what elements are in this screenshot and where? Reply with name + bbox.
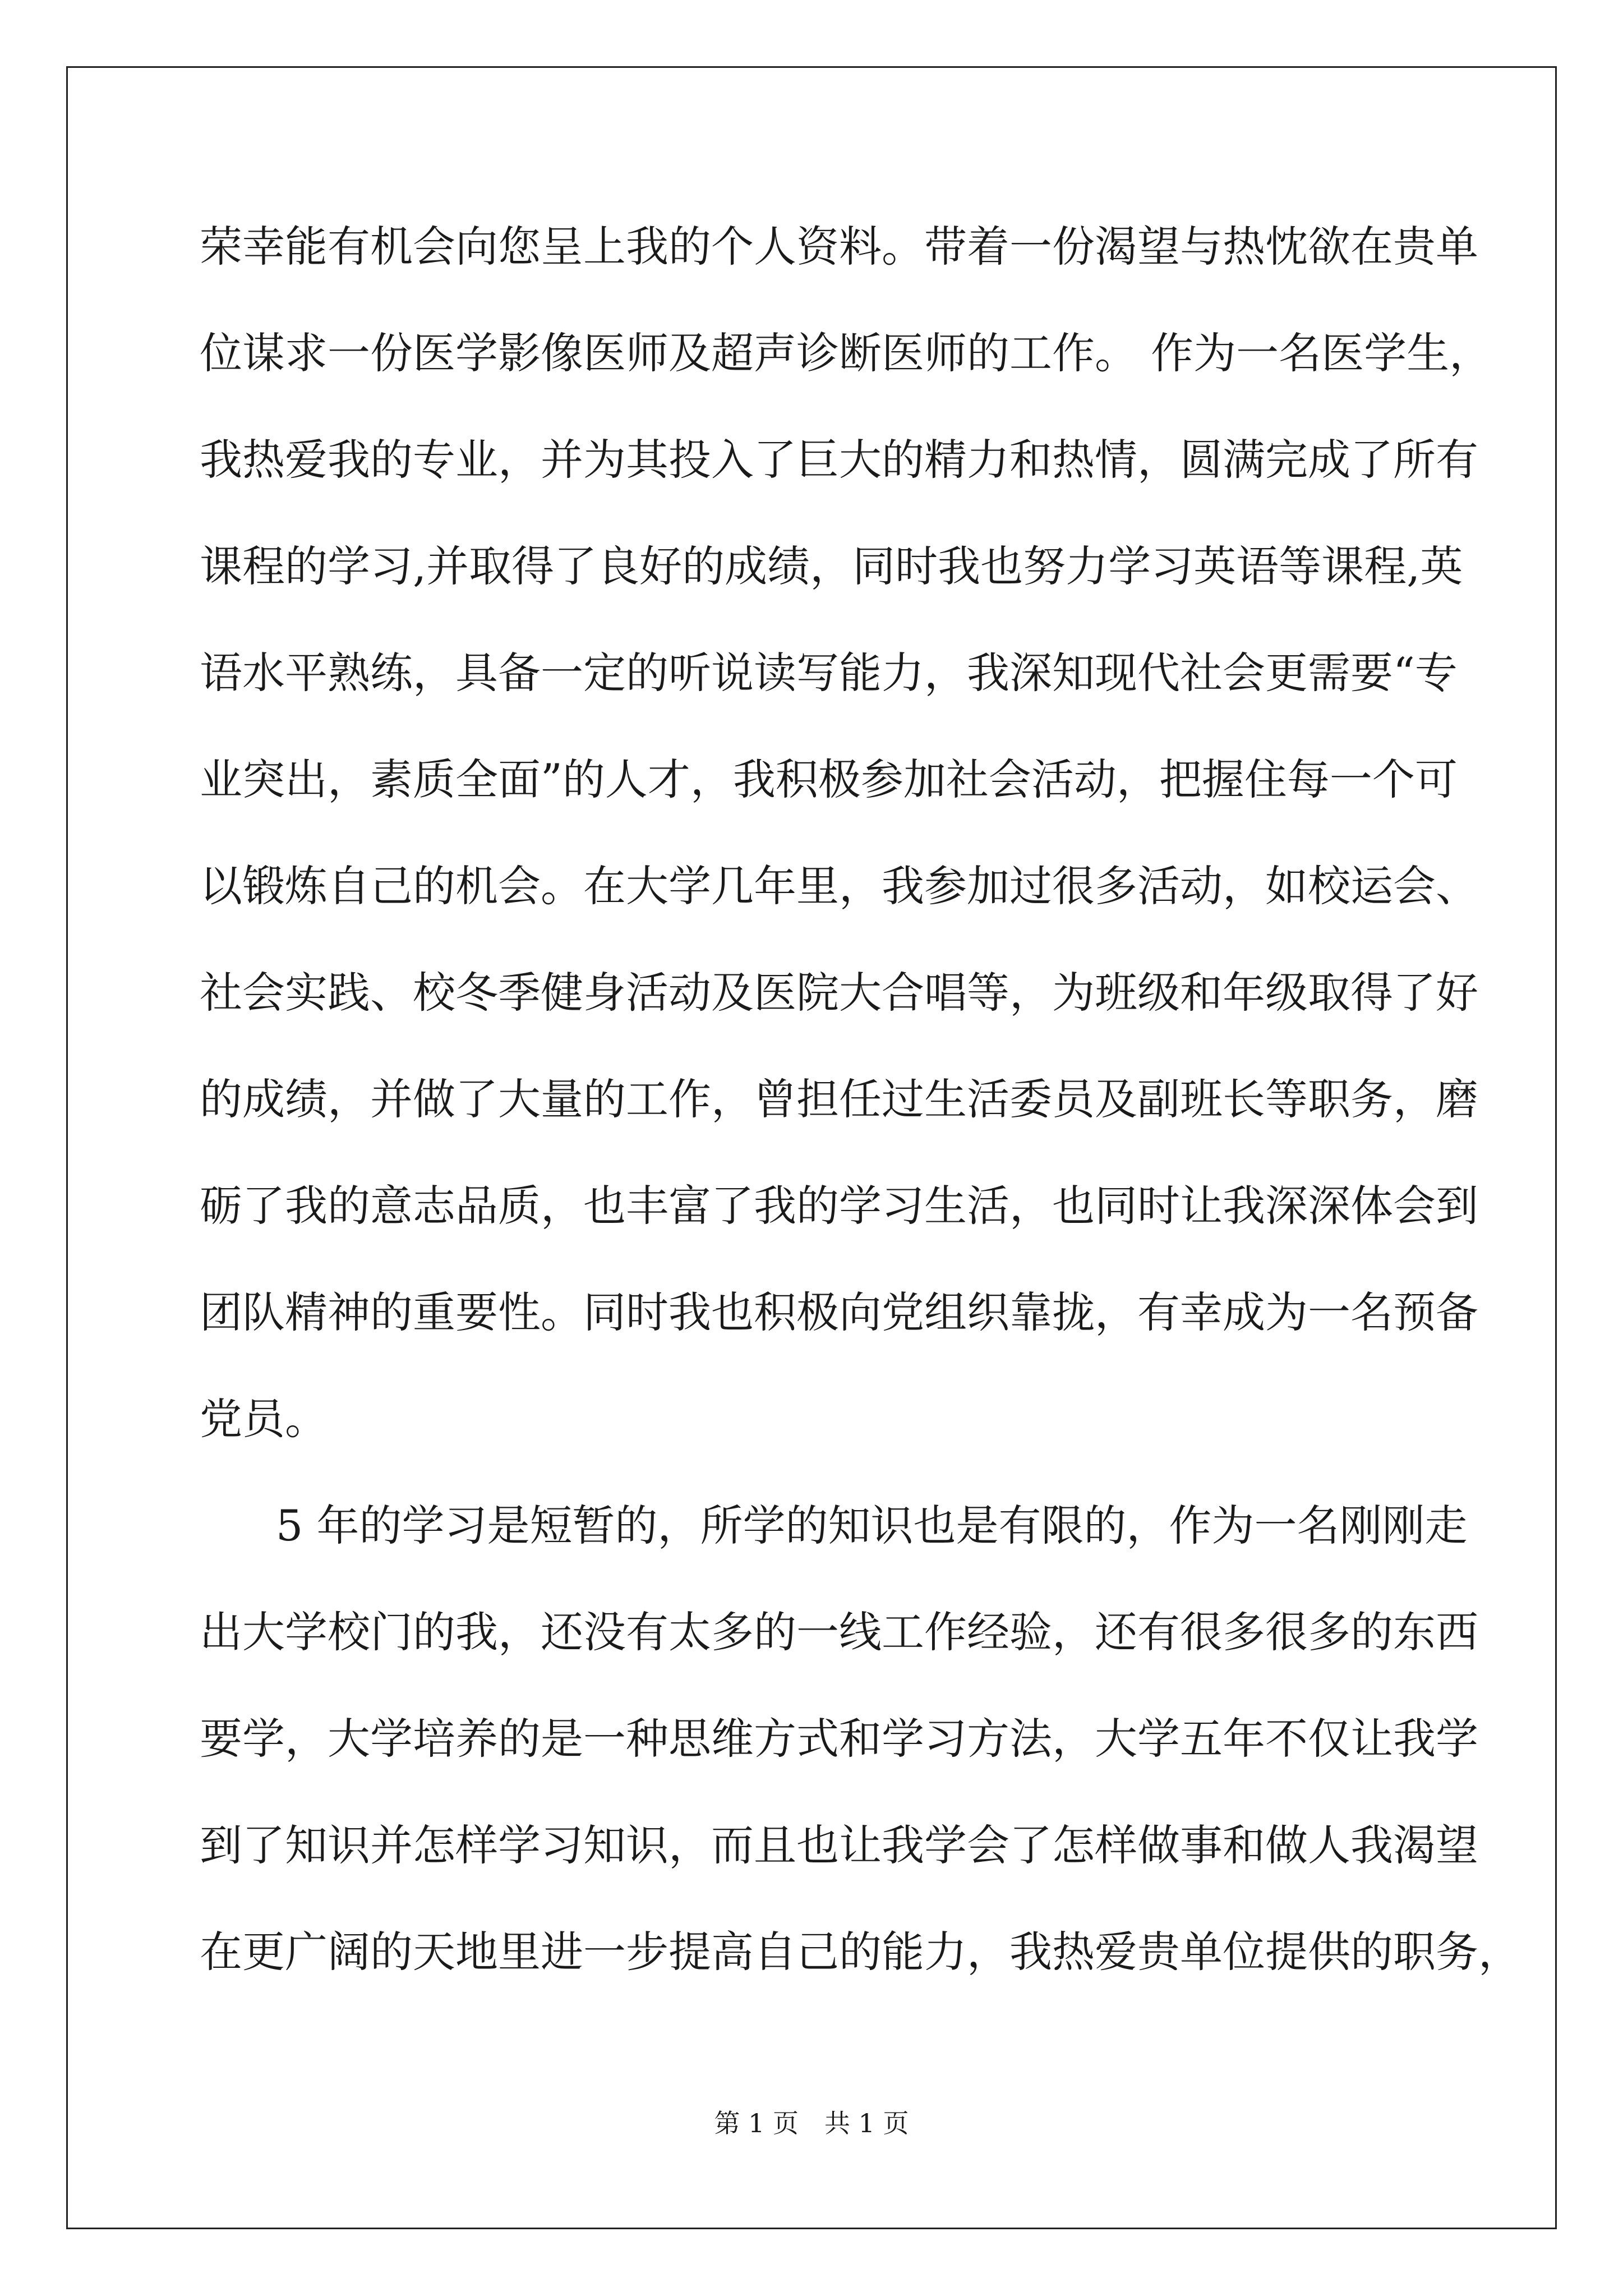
text-line: 到了知识并怎样学习知识，而且也让我学会了怎样做事和做人我渴望: [200, 1820, 1478, 1870]
text-line: 以锻炼自己的机会。在大学几年里，我参加过很多活动，如校运会、: [200, 861, 1478, 911]
text-line: 社会实践、校冬季健身活动及医院大合唱等，为班级和年级取得了好: [200, 968, 1478, 1018]
text-line: 要学，大学培养的是一种思维方式和学习方法，大学五年不仅让我学: [200, 1714, 1478, 1764]
text-line: 砺了我的意志品质，也丰富了我的学习生活，也同时让我深深体会到: [200, 1181, 1478, 1231]
text-line: 业突出，素质全面”的人才，我积极参加社会活动，把握住每一个可: [200, 754, 1458, 804]
page-border: [66, 66, 1557, 2229]
text-line: 荣幸能有机会向您呈上我的个人资料。带着一份渴望与热忱欲在贵单: [200, 222, 1478, 272]
text-line: 在更广阔的天地里进一步提高自己的能力，我热爱贵单位提供的职务，: [200, 1927, 1521, 1977]
text-line: 位谋求一份医学影像医师及超声诊断医师的工作。 作为一名医学生，: [200, 328, 1492, 378]
text-line: 出大学校门的我，还没有太多的一线工作经验，还有很多很多的东西: [200, 1607, 1478, 1657]
text-line: 的成绩，并做了大量的工作，曾担任过生活委员及副班长等职务，磨: [200, 1074, 1478, 1124]
page-footer: 第 1 页 共 1 页: [714, 2108, 909, 2138]
text-line: 语水平熟练，具备一定的听说读写能力，我深知现代社会更需要“专: [200, 648, 1458, 698]
text-line: 团队精神的重要性。同时我也积极向党组织靠拢，有幸成为一名预备: [200, 1287, 1478, 1337]
text-line: 党员。: [200, 1394, 328, 1444]
text-line: 5 年的学习是短暂的，所学的知识也是有限的，作为一名刚刚走: [276, 1501, 1468, 1550]
text-line: 我热爱我的专业，并为其投入了巨大的精力和热情，圆满完成了所有: [200, 435, 1478, 485]
text-line: 课程的学习,并取得了良好的成绩，同时我也努力学习英语等课程,英: [200, 541, 1463, 591]
